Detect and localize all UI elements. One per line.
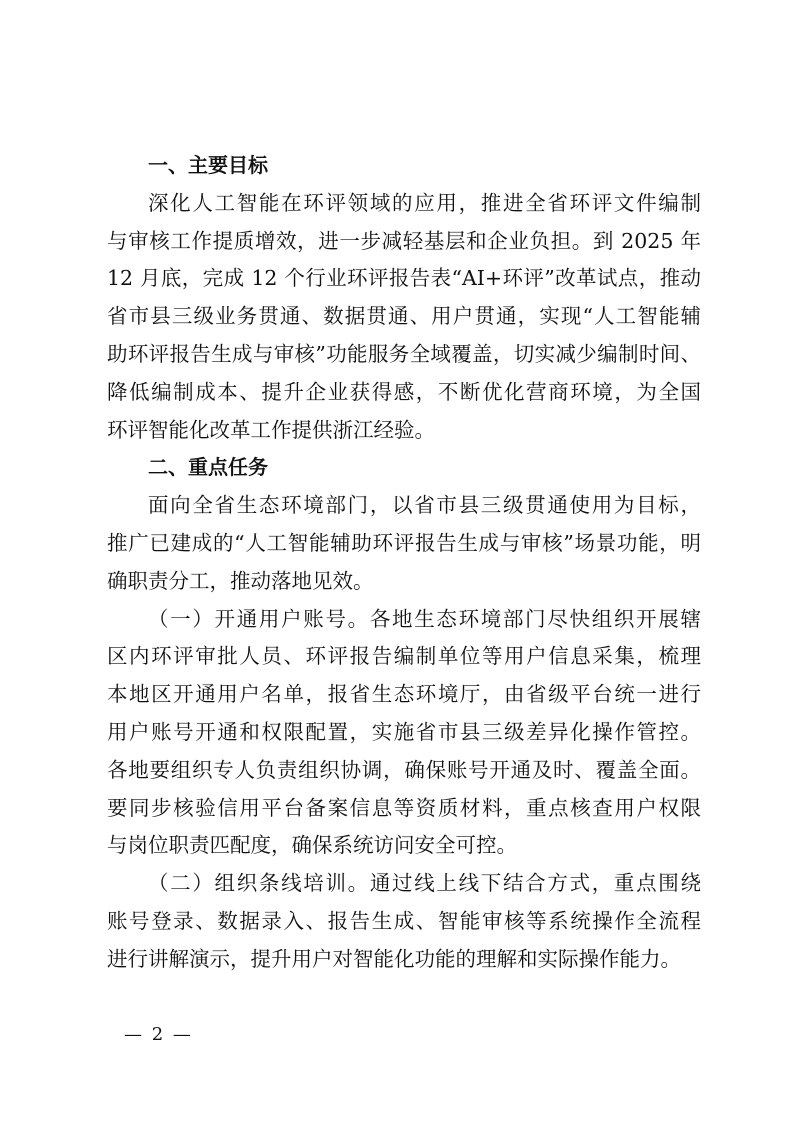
document-body [107, 147, 701, 979]
paragraph-line: 要同步核验信用平台备案信息等资质材料，重点核查用户权限 [107, 795, 701, 820]
paragraph-line: 推广已建成的“人工智能辅助环评报告生成与审核”场景功能，明 [107, 530, 701, 555]
paragraph-line: 各地要组织专人负责组织协调，确保账号开通及时、覆盖全面。 [107, 757, 701, 782]
paragraph-line: 区内环评审批人员、环评报告编制单位等用户信息采集，梳理 [107, 644, 701, 669]
paragraph-line: 本地区开通用户名单，报省生态环境厅，由省级平台统一进行 [107, 682, 701, 707]
paragraph-line: 助环评报告生成与审核”功能服务全域覆盖，切实减少编制时间、 [107, 341, 701, 366]
section-heading: 二、重点任务 [148, 455, 268, 480]
paragraph-line: 降低编制成本、提升企业获得感，不断优化营商环境，为全国 [107, 379, 701, 404]
paragraph-line: （一）开通用户账号。各地生态环境部门尽快组织开展辖 [148, 606, 701, 631]
paragraph-line: 进行讲解演示，提升用户对智能化功能的理解和实际操作能力。 [107, 946, 681, 971]
paragraph-line: 确职责分工，推动落地见效。 [107, 568, 374, 593]
paragraph-line: 省市县三级业务贯通、数据贯通、用户贯通，实现“人工智能辅 [107, 304, 701, 329]
paragraph-line: 环评智能化改革工作提供浙江经验。 [107, 417, 435, 442]
paragraph [107, 601, 701, 866]
paragraph-line: 账号登录、数据录入、报告生成、智能审核等系统操作全流程 [107, 908, 701, 933]
paragraph [107, 185, 701, 450]
paragraph-line: （二）组织条线培训。通过线上线下结合方式，重点围绕 [148, 871, 701, 896]
paragraph-line: 与岗位职责匹配度，确保系统访问安全可控。 [107, 833, 517, 858]
paragraph-line: 用户账号开通和权限配置，实施省市县三级差异化操作管控。 [107, 719, 701, 744]
paragraph-line: 与审核工作提质增效，进一步减轻基层和企业负担。到 2025 年 [107, 228, 701, 253]
paragraph [107, 487, 701, 600]
paragraph-line: 12 月底，完成 12 个行业环评报告表“AI+环评”改革试点，推动 [107, 266, 701, 291]
paragraph-line: 深化人工智能在环评领域的应用，推进全省环评文件编制 [148, 190, 701, 215]
paragraph-line: 面向全省生态环境部门，以省市县三级贯通使用为目标， [148, 493, 701, 518]
page-number: — 2 — [124, 1024, 193, 1045]
section-heading: 一、主要目标 [148, 153, 268, 177]
paragraph [107, 865, 701, 978]
